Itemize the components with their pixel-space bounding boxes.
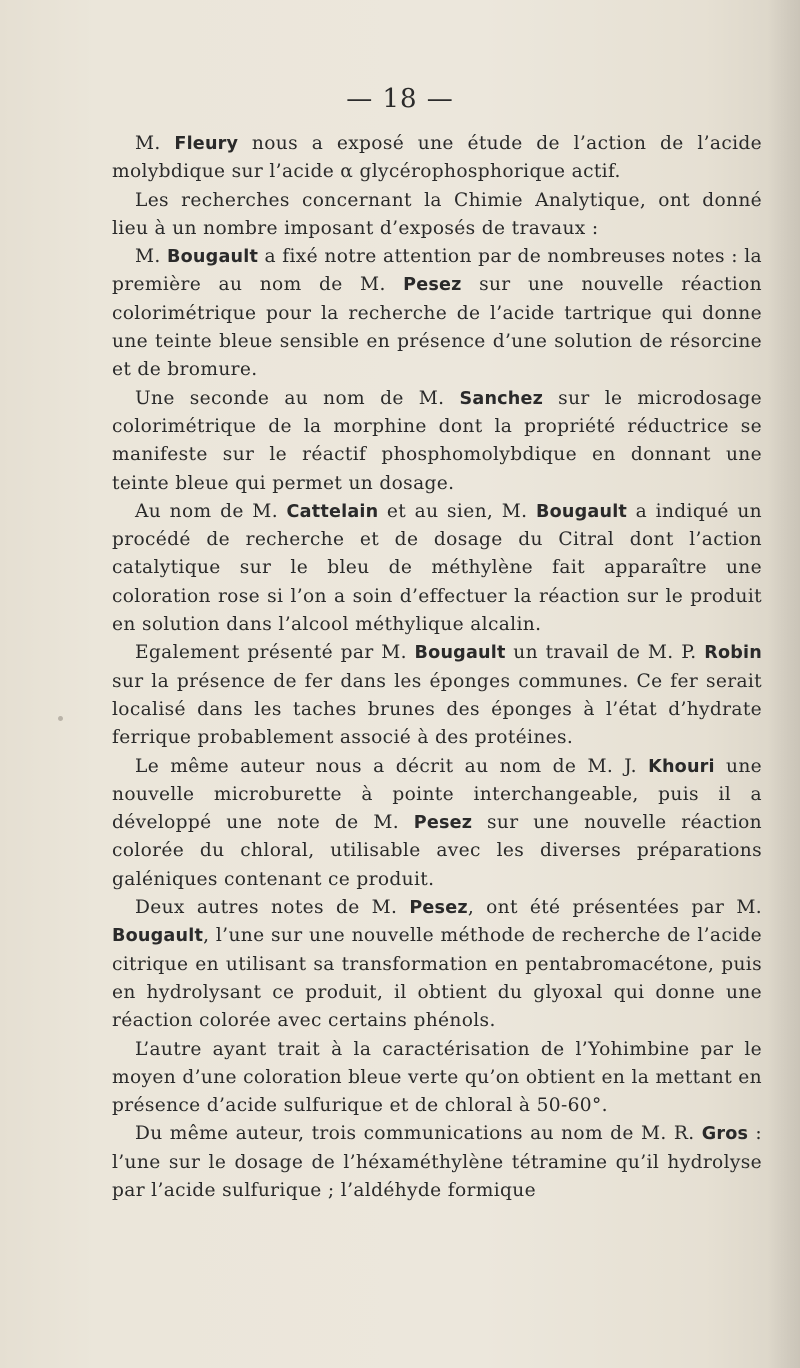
text-run: L’autre ayant trait à la caractérisation de l’Yohimbine par le moyen d’une coloration bleue verte qu’on obtient en la mettant en présence d’acide sulfurique et de chloral à 50-60°.: [112, 1038, 762, 1117]
text-run: Au nom de M.: [135, 500, 287, 522]
text-run: , l’une sur une nouvelle méthode de recherche de l’acide citrique en utilisant sa transformation en pentabromacétone, puis en hydrolysant ce produit, il obtient du glyoxal qui donne une réaction colorée avec certains phénols.: [112, 925, 762, 1032]
text-run: M.: [135, 246, 168, 268]
text-run: sur une nouvelle réaction colorimétrique pour la recherche de l’acide tartrique qui donne une teinte bleue sensible en présence d’une solution de résorcine et de bromure.: [112, 274, 762, 381]
paragraph: [112, 243, 762, 384]
text-run: , ont été présentées par M.: [467, 897, 762, 919]
text-run: sur le microdosage colorimétrique de la morphine dont la propriété réductrice se manifeste sur le réactif phosphomolybdique en donnant une teinte bleue qui permet un dosage.: [112, 387, 762, 494]
text-run: a indiqué un procédé de recherche et de dosage du Citral dont l’action catalytique sur le bleu de méthylène fait apparaître une coloration rose si l’on a soin d’effectuer la réaction sur le produit en solution dans l’alcool méthylique alcalin.: [112, 500, 762, 636]
paragraph: [112, 498, 762, 639]
author-name: Khouri: [648, 756, 715, 777]
text-run: une nouvelle microburette à pointe interchangeable, puis il a développé une note de M.: [112, 755, 762, 834]
author-name: Bougault: [414, 643, 506, 664]
author-name: Pesez: [403, 275, 462, 296]
text-run: Une seconde au nom de M.: [135, 387, 460, 409]
paragraph: [112, 187, 762, 244]
paragraph: [112, 130, 762, 187]
text-run: Les recherches concernant la Chimie Analytique, ont donné lieu à un nombre imposant d’exposés de travaux :: [112, 189, 762, 239]
author-name: Bougault: [167, 247, 259, 268]
paper-speck: [58, 716, 63, 721]
paragraph: [112, 385, 762, 498]
paragraph: [112, 639, 762, 752]
author-name: Bougault: [112, 926, 204, 947]
author-name: Gros: [701, 1124, 749, 1145]
text-run: : l’une sur le dosage de l’héxaméthylène tétramine qu’il hydrolyse par l’acide sulfurique ; l’aldéhyde formique: [112, 1123, 762, 1201]
text-run: Le même auteur nous a décrit au nom de M. J.: [135, 755, 649, 777]
text-run: Egalement présenté par M.: [135, 642, 415, 664]
paragraph: [112, 1036, 762, 1121]
text-run: un travail de M. P.: [505, 642, 705, 664]
page-number: — 18 —: [346, 84, 454, 114]
text-run: sur une nouvelle réaction colorée du chloral, utilisable avec les diverses préparations galéniques contenant ce produit.: [112, 812, 762, 890]
body-text: [112, 130, 762, 1205]
text-run: a fixé notre attention par de nombreuses notes : la première au nom de M.: [112, 246, 762, 296]
author-name: Sanchez: [459, 388, 544, 409]
text-run: Deux autres notes de M.: [135, 897, 410, 919]
text-run: M.: [135, 133, 175, 154]
paragraph: [112, 1120, 762, 1205]
author-name: Pesez: [409, 898, 468, 919]
author-name: Pesez: [413, 813, 473, 834]
paragraph: [112, 894, 762, 1035]
author-name: Bougault: [535, 501, 628, 522]
author-name: Robin: [704, 643, 762, 664]
author-name: Fleury: [174, 134, 239, 154]
page-edge-shadow: [768, 0, 800, 1368]
text-run: sur la présence de fer dans les éponges communes. Ce fer serait localisé dans les taches brunes des éponges à l’état d’hydrate ferrique probablement associé à des protéines.: [112, 670, 762, 749]
text-run: Du même auteur, trois communications au nom de M. R.: [135, 1123, 702, 1145]
text-run: et au sien, M.: [378, 500, 536, 522]
paragraph: [112, 753, 762, 894]
text-run: nous a exposé une étude de l’action de l’acide molybdique sur l’acide α glycérophosphorique actif.: [112, 133, 762, 183]
author-name: Cattelain: [286, 501, 379, 522]
